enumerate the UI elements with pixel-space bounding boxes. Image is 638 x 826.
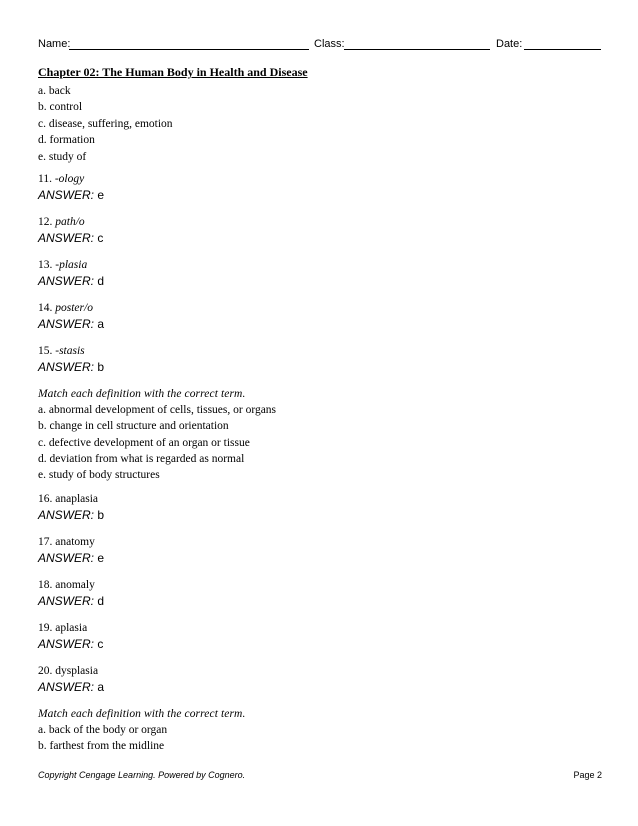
question-item (38, 302, 93, 315)
question-number: 14. (38, 302, 53, 314)
footer (38, 770, 602, 782)
option-item: d. deviation from what is regarded as normal (38, 453, 245, 465)
question-term: -plasia (55, 259, 88, 271)
question-number: 20. (38, 665, 53, 677)
section-instruction: Match each definition with the correct term. (38, 708, 246, 720)
answer-value: e (97, 188, 105, 202)
option-item: a. back (38, 85, 71, 97)
question-number: 19. (38, 622, 53, 634)
answer-label: ANSWER: (38, 231, 95, 245)
question-number: 17. (38, 536, 53, 548)
question-term: -ology (54, 173, 85, 185)
question-term: dysplasia (55, 665, 99, 677)
date-label: Date: (496, 38, 523, 50)
question-term: aplasia (55, 622, 88, 634)
answer-value: c (97, 231, 104, 245)
answer-label: ANSWER: (38, 594, 95, 608)
question-number: 15. (38, 345, 53, 357)
question-item (38, 345, 85, 358)
question-number: 16. (38, 493, 53, 505)
answer-value: d (97, 274, 105, 288)
class-line (344, 49, 490, 50)
question-item (38, 622, 87, 635)
answer-label: ANSWER: (38, 637, 95, 651)
question-term: poster/o (55, 302, 93, 314)
answer-line (38, 318, 104, 331)
question-item (38, 536, 95, 549)
answer-line (38, 638, 103, 651)
answer-value: b (97, 508, 105, 522)
option-item: e. study of (38, 151, 87, 163)
option-item: b. change in cell structure and orientation (38, 420, 229, 432)
option-item: b. farthest from the midline (38, 740, 165, 752)
answer-line (38, 509, 104, 522)
answer-value: a (97, 680, 105, 694)
option-item: e. study of body structures (38, 469, 160, 481)
option-item: b. control (38, 101, 83, 113)
answer-value: a (97, 317, 105, 331)
question-term: anaplasia (55, 493, 99, 505)
answer-line (38, 681, 104, 694)
question-number: 11. (38, 173, 52, 185)
option-item: c. disease, suffering, emotion (38, 118, 173, 130)
answer-line (38, 361, 104, 374)
chapter-title: Chapter 02: The Human Body in Health and Disease (38, 65, 308, 79)
question-item (38, 259, 87, 272)
question-item (38, 493, 98, 506)
answer-label: ANSWER: (38, 274, 95, 288)
option-item: a. abnormal development of cells, tissues, or organs (38, 404, 277, 416)
page-number: Page 2 (573, 770, 602, 780)
class-label: Class: (314, 38, 345, 50)
answer-line (38, 552, 104, 565)
option-item: a. back of the body or organ (38, 724, 168, 736)
question-term: anomaly (55, 579, 95, 591)
question-term: -stasis (55, 345, 85, 357)
question-number: 12. (38, 216, 53, 228)
question-term: anatomy (55, 536, 95, 548)
date-line (524, 49, 601, 50)
header-fields (38, 38, 602, 52)
answer-label: ANSWER: (38, 508, 95, 522)
option-item: c. defective development of an organ or tissue (38, 437, 250, 449)
answer-label: ANSWER: (38, 188, 95, 202)
question-item (38, 579, 95, 592)
answer-value: b (97, 360, 105, 374)
answer-line (38, 595, 104, 608)
answer-label: ANSWER: (38, 360, 95, 374)
option-item: d. formation (38, 134, 95, 146)
answer-label: ANSWER: (38, 551, 95, 565)
question-item (38, 665, 98, 678)
name-label: Name: (38, 38, 71, 50)
answer-value: d (97, 594, 105, 608)
answer-line (38, 275, 104, 288)
question-term: path/o (55, 216, 85, 228)
name-line (69, 49, 309, 50)
question-item (38, 216, 85, 229)
answer-label: ANSWER: (38, 680, 95, 694)
answer-label: ANSWER: (38, 317, 95, 331)
answer-line (38, 232, 103, 245)
answer-value: c (97, 637, 104, 651)
question-number: 18. (38, 579, 53, 591)
answer-line (38, 189, 104, 202)
question-item (38, 173, 84, 186)
copyright-text: Copyright Cengage Learning. Powered by Cognero. (38, 770, 246, 780)
section-instruction: Match each definition with the correct term. (38, 388, 246, 400)
question-number: 13. (38, 259, 53, 271)
answer-value: e (97, 551, 105, 565)
